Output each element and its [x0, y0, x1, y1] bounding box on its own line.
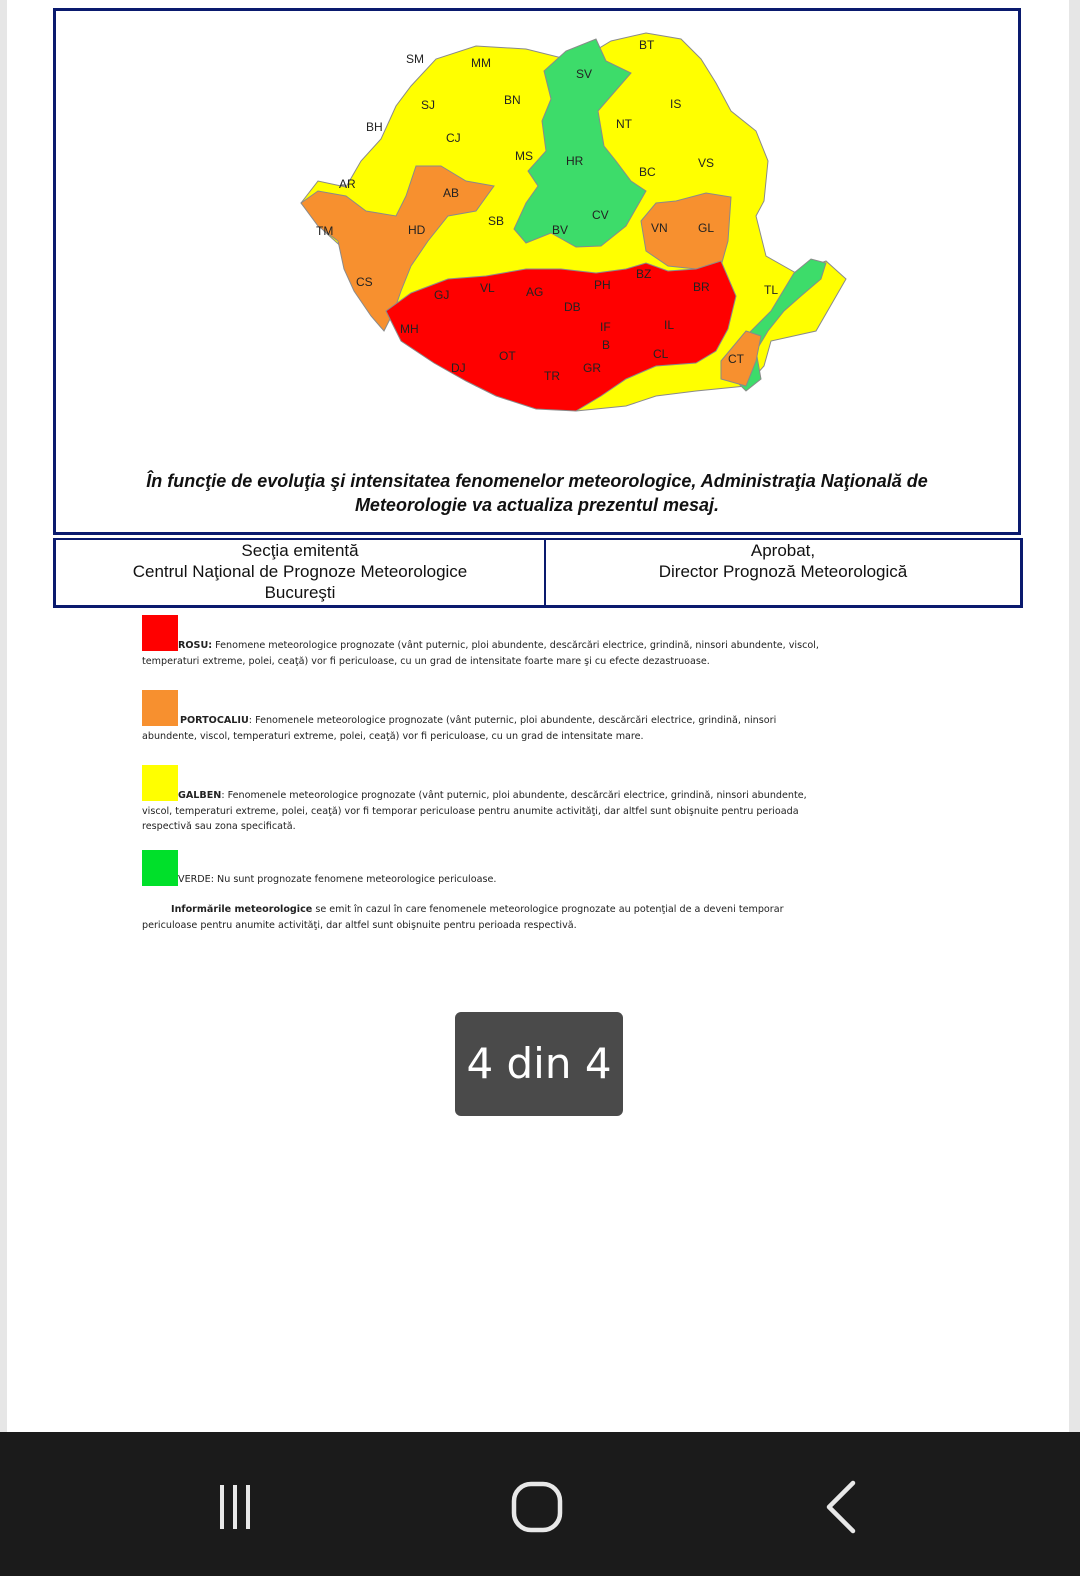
legend-rosu-label: ROSU: — [178, 640, 213, 651]
issuing-section-city: Bucureşti — [264, 583, 336, 602]
county-label-HR: HR — [566, 154, 584, 168]
update-notice-line1: În funcţie de evoluţia şi intensitatea fenomenelor meteorologice, Administraţia Naţională de — [146, 471, 928, 491]
issuing-section-title: Secţia emitentă — [241, 541, 359, 560]
county-label-MH: MH — [400, 322, 419, 336]
recent-apps-button[interactable] — [195, 1472, 275, 1542]
county-label-MS: MS — [515, 149, 533, 163]
romania-warning-map — [56, 11, 1018, 461]
county-label-TL: TL — [764, 283, 779, 297]
county-label-IS: IS — [670, 97, 682, 111]
county-label-DJ: DJ — [451, 361, 466, 375]
county-label-BZ: BZ — [636, 267, 652, 281]
county-label-BV: BV — [552, 223, 569, 237]
county-label-TR: TR — [544, 369, 560, 383]
county-label-BH: BH — [366, 120, 383, 134]
county-label-BT: BT — [639, 38, 655, 52]
county-label-CT: CT — [728, 352, 744, 366]
county-label-CJ: CJ — [446, 131, 461, 145]
legend-rosu-text: Fenomene meteorologice prognozate (vânt puternic, ploi abundente, descărcări electrice, grindină, ninsori abundente, viscol, temperaturi extreme, polei, ceaţă) vor fi periculoase, cu un grad de intensitate foarte mare şi cu efecte dezastruoase. — [142, 640, 819, 667]
county-label-SM: SM — [406, 52, 424, 66]
county-label-SV: SV — [576, 67, 593, 81]
county-label-VL: VL — [480, 281, 495, 295]
legend-verde — [142, 872, 822, 888]
county-label-PH: PH — [594, 278, 611, 292]
county-label-TM: TM — [316, 224, 334, 238]
legend-galben-label: GALBEN — [178, 790, 222, 801]
back-icon — [815, 1479, 865, 1535]
issuing-section-cell — [56, 540, 546, 605]
county-label-NT: NT — [616, 117, 632, 131]
warning-map-frame — [53, 8, 1021, 535]
county-label-BN: BN — [504, 93, 521, 107]
home-icon — [509, 1479, 565, 1535]
county-label-GJ: GJ — [434, 288, 450, 302]
approval-cell — [546, 540, 1020, 605]
legend-info-label: Informările meteorologice — [171, 904, 313, 915]
county-label-CV: CV — [592, 208, 609, 222]
county-label-OT: OT — [499, 349, 516, 363]
county-label-AB: AB — [443, 186, 460, 200]
county-label-CS: CS — [356, 275, 373, 289]
legend-portocaliu — [142, 713, 822, 744]
county-label-GR: GR — [583, 361, 601, 375]
document-page — [7, 0, 1069, 1432]
county-label-SJ: SJ — [421, 98, 436, 112]
county-label-DB: DB — [564, 300, 581, 314]
county-label-MM: MM — [471, 56, 491, 70]
legend-portocaliu-text: : Fenomenele meteorologice prognozate (vânt puternic, ploi abundente, descărcări electrice, grindină, ninsori abundente, viscol, temperaturi extreme, polei, ceaţă) vor fi periculoase, cu un grad de intensitate mare. — [142, 715, 777, 742]
legend-galben-text: : Fenomenele meteorologice prognozate (vânt puternic, ploi abundente, descărcări electrice, grindină, ninsori abundente, viscol, temperaturi extreme, polei, ceaţă) vor fi temporar periculoase pentru anumite activităţi, dar altfel sunt obişnuite pentru perioada respectivă sau zona specificată. — [142, 790, 807, 832]
county-label-B: B — [602, 338, 611, 352]
county-label-HD: HD — [408, 223, 426, 237]
county-label-VN: VN — [651, 221, 668, 235]
county-label-IF: IF — [600, 320, 611, 334]
signature-table — [53, 538, 1023, 608]
recent-apps-icon — [210, 1482, 260, 1532]
back-button[interactable] — [800, 1472, 880, 1542]
update-notice-line2: Meteorologie va actualiza prezentul mesaj. — [354, 495, 720, 515]
page-indicator: 4 din 4 — [455, 1012, 623, 1116]
approval-title: Aprobat, — [750, 541, 816, 560]
county-label-GL: GL — [698, 221, 715, 235]
update-notice — [56, 469, 1018, 517]
legend-verde-text: : Nu sunt prognozate fenomene meteorologice periculoase. — [210, 874, 497, 885]
issuing-section-name: Centrul Naţional de Prognoze Meteorologice — [132, 562, 468, 581]
home-button[interactable] — [497, 1472, 577, 1542]
county-label-BR: BR — [693, 280, 710, 294]
county-label-CL: CL — [653, 347, 669, 361]
legend-info-text: se emit în cazul în care fenomenele meteorologice prognozate au potenţial de a deveni temporar periculoase pentru anumite activităţi, dar altfel sunt obişnuite pentru perioada respectivă. — [142, 904, 784, 931]
county-label-SB: SB — [488, 214, 505, 228]
approval-role: Director Prognoză Meteorologică — [658, 562, 908, 581]
legend-info — [142, 902, 822, 933]
county-label-BC: BC — [639, 165, 656, 179]
system-navigation-bar — [0, 1432, 1080, 1576]
legend-galben — [142, 788, 822, 835]
legend-rosu — [142, 638, 822, 669]
legend-portocaliu-label: PORTOCALIU — [180, 715, 249, 726]
county-label-VS: VS — [698, 156, 715, 170]
county-label-AR: AR — [339, 177, 356, 191]
county-label-AG: AG — [526, 285, 544, 299]
county-label-IL: IL — [664, 318, 675, 332]
legend-verde-label: VERDE — [178, 874, 211, 885]
